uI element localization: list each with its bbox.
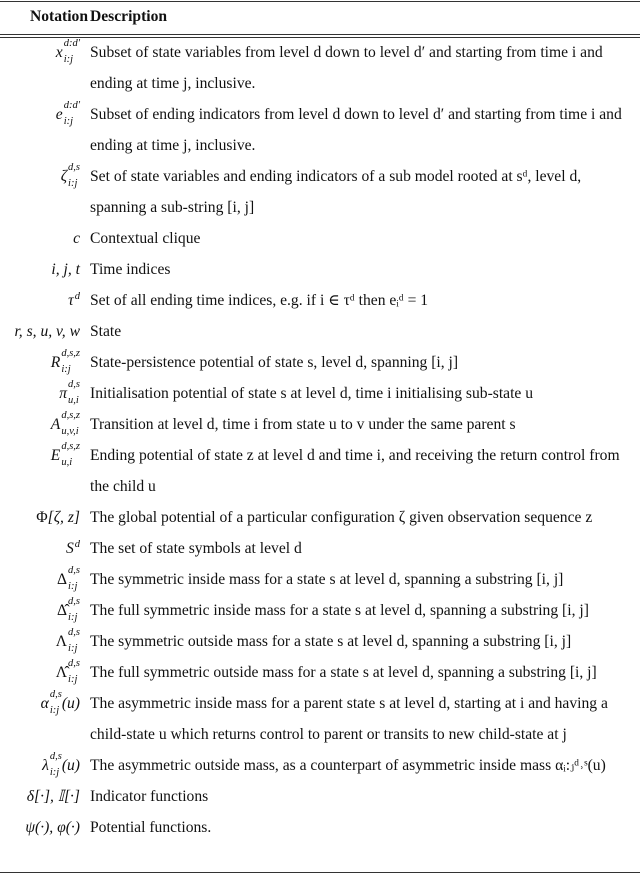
notation-symbol: τ	[68, 292, 74, 309]
script-stack	[68, 162, 80, 190]
description-cell: The full symmetric outside mass for a state s at level d, spanning a substring [i, j]	[90, 664, 597, 681]
description-cell: The symmetric inside mass for a state s at level d, spanning a substring [i, j]	[90, 571, 564, 588]
description-cell: The asymmetric inside mass for a parent state s at level d, starting at i and having a child-state u which returns control to parent or transits to new child-state at j	[90, 695, 608, 743]
notation-symbol: x	[55, 44, 63, 61]
notation-symbol: π	[59, 385, 68, 402]
subscript: i:j	[61, 364, 71, 376]
script-stack	[68, 596, 80, 624]
table-row	[0, 440, 640, 502]
table-row	[0, 161, 640, 223]
notation-argument: (u)	[61, 695, 80, 712]
superscript: d:d′	[63, 38, 80, 50]
notation-symbol: ζ	[60, 168, 68, 185]
notation-cell	[0, 378, 80, 409]
superscript: d	[74, 539, 80, 551]
subscript: i:j	[68, 581, 78, 593]
description-cell: Set of all ending time indices, e.g. if i ∈ τᵈ then eᵢᵈ = 1	[90, 292, 429, 309]
description-cell: The set of state symbols at level d	[90, 540, 302, 557]
notation-cell	[0, 657, 80, 688]
notation-symbol: S	[65, 540, 74, 557]
superscript: d,s,z	[61, 410, 80, 422]
subscript: i:j	[68, 178, 78, 190]
table-row	[0, 99, 640, 161]
description-cell: State	[90, 323, 122, 340]
notation-cell	[0, 223, 80, 254]
notation-cell	[0, 812, 80, 843]
notation-symbol: Δ̂	[57, 602, 68, 619]
superscript: d,s	[68, 565, 80, 577]
notation-cell	[0, 409, 80, 440]
notation-symbol: R	[50, 354, 61, 371]
description-cell: Subset of ending indicators from level d down to level d′ and starting from time i and ending at time j, inclusive.	[90, 106, 622, 154]
notation-cell	[0, 254, 80, 285]
description-cell: Subset of state variables from level d down to level d′ and starting from time i and ending at time j, inclusive.	[90, 44, 603, 92]
table-row	[0, 254, 640, 285]
subscript: i:j	[49, 767, 60, 779]
table-row	[0, 223, 640, 254]
description-cell: Ending potential of state z at level d and time i, and receiving the return control from the child u	[90, 447, 620, 495]
script-stack	[68, 565, 80, 593]
header-notation: Notation	[29, 8, 88, 25]
notation-symbol: Λ	[55, 633, 68, 650]
superscript: d	[74, 291, 80, 303]
superscript: d,s	[49, 689, 62, 701]
table-row	[0, 285, 640, 316]
table-row	[0, 502, 640, 533]
table-row	[0, 626, 640, 657]
table-row	[0, 781, 640, 812]
notation-symbol: λ	[42, 757, 49, 774]
table-row	[0, 657, 640, 688]
table-row	[0, 812, 640, 843]
notation-symbol: c	[73, 230, 80, 247]
top-rule	[0, 1, 640, 2]
notation-cell	[0, 37, 80, 99]
subscript: u,v,i	[61, 426, 79, 438]
table-row	[0, 378, 640, 409]
notation-symbol: δ[·], 𝕀[·]	[26, 788, 80, 805]
script-stack	[68, 627, 80, 655]
notation-cell	[0, 564, 80, 595]
notation-cell	[0, 285, 80, 316]
superscript: d:d′	[63, 100, 80, 112]
notation-cell	[0, 688, 80, 750]
notation-symbol: E	[50, 447, 61, 464]
bottom-rule	[0, 872, 640, 873]
table-header	[0, 5, 640, 31]
subscript: i:j	[49, 705, 60, 717]
superscript: d,s	[68, 379, 80, 391]
header-description: Description	[90, 8, 168, 25]
description-cell: Initialisation potential of state s at level d, time i initialising sub-state u	[90, 385, 534, 402]
description-cell: The asymmetric outside mass, as a counterpart of asymmetric inside mass αᵢ:ⱼᵈ˒ˢ(u)	[90, 757, 606, 774]
script-stack	[63, 100, 80, 128]
script-stack	[49, 689, 62, 717]
subscript: i:j	[68, 612, 78, 624]
notation-cell	[0, 626, 80, 657]
script-stack	[61, 441, 80, 469]
script-stack	[49, 751, 62, 779]
script-stack	[74, 291, 80, 306]
notation-symbol: α	[40, 695, 49, 712]
notation-cell	[0, 347, 80, 378]
notation-symbol: Φ	[36, 509, 48, 526]
script-stack	[68, 658, 80, 686]
script-stack	[74, 539, 80, 554]
script-stack	[61, 348, 80, 376]
notation-symbol: r, s, u, v, w	[14, 323, 80, 340]
table-row	[0, 347, 640, 378]
notation-cell	[0, 595, 80, 626]
table-row	[0, 409, 640, 440]
notation-symbol: Λ̂	[55, 664, 68, 681]
script-stack	[68, 379, 80, 407]
superscript: d,s	[68, 627, 80, 639]
notation-cell	[0, 161, 80, 223]
table-body	[0, 37, 640, 843]
notation-cell	[0, 99, 80, 161]
description-cell: Indicator functions	[90, 788, 209, 805]
notation-argument: (u)	[61, 757, 80, 774]
superscript: d,s	[68, 658, 80, 670]
table-row	[0, 533, 640, 564]
superscript: d,s	[68, 596, 80, 608]
table-row	[0, 595, 640, 626]
description-cell: Contextual clique	[90, 230, 201, 247]
notation-cell	[0, 750, 80, 781]
notation-cell	[0, 440, 80, 502]
notation-cell	[0, 502, 80, 533]
description-cell: The full symmetric inside mass for a state s at level d, spanning a substring [i, j]	[90, 602, 589, 619]
superscript: d,s,z	[61, 441, 80, 453]
description-cell: The symmetric outside mass for a state s at level d, spanning a substring [i, j]	[90, 633, 572, 650]
subscript: i:j	[63, 116, 74, 128]
table-row	[0, 688, 640, 750]
notation-symbol: A	[50, 416, 61, 433]
notation-argument: [ζ, z]	[47, 509, 80, 526]
notation-symbol: ψ(·), φ(·)	[25, 819, 80, 836]
subscript: i:j	[68, 643, 78, 655]
description-cell: Potential functions.	[90, 819, 212, 836]
notation-cell	[0, 781, 80, 812]
notation-cell	[0, 316, 80, 347]
subscript: u,i	[61, 457, 73, 469]
description-cell: Set of state variables and ending indicators of a sub model rooted at sᵈ, level d, spanning a sub-string [i, j]	[90, 168, 582, 216]
subscript: i:j	[68, 674, 78, 686]
description-cell: Time indices	[90, 261, 171, 278]
superscript: d,s,z	[61, 348, 80, 360]
description-cell: State-persistence potential of state s, level d, spanning [i, j]	[90, 354, 459, 371]
table-row	[0, 37, 640, 99]
notation-symbol: i, j, t	[51, 261, 80, 278]
table-row	[0, 564, 640, 595]
table-row	[0, 750, 640, 781]
script-stack	[63, 38, 80, 66]
notation-symbol: e	[55, 106, 63, 123]
script-stack	[61, 410, 80, 438]
superscript: d,s	[68, 162, 80, 174]
table-row	[0, 316, 640, 347]
notation-cell	[0, 533, 80, 564]
superscript: d,s	[49, 751, 62, 763]
notation-symbol: Δ	[57, 571, 68, 588]
subscript: u,i	[68, 395, 79, 407]
subscript: i:j	[63, 54, 74, 66]
description-cell: Transition at level d, time i from state u to v under the same parent s	[90, 416, 516, 433]
description-cell: The global potential of a particular configuration ζ given observation sequence z	[90, 509, 593, 526]
